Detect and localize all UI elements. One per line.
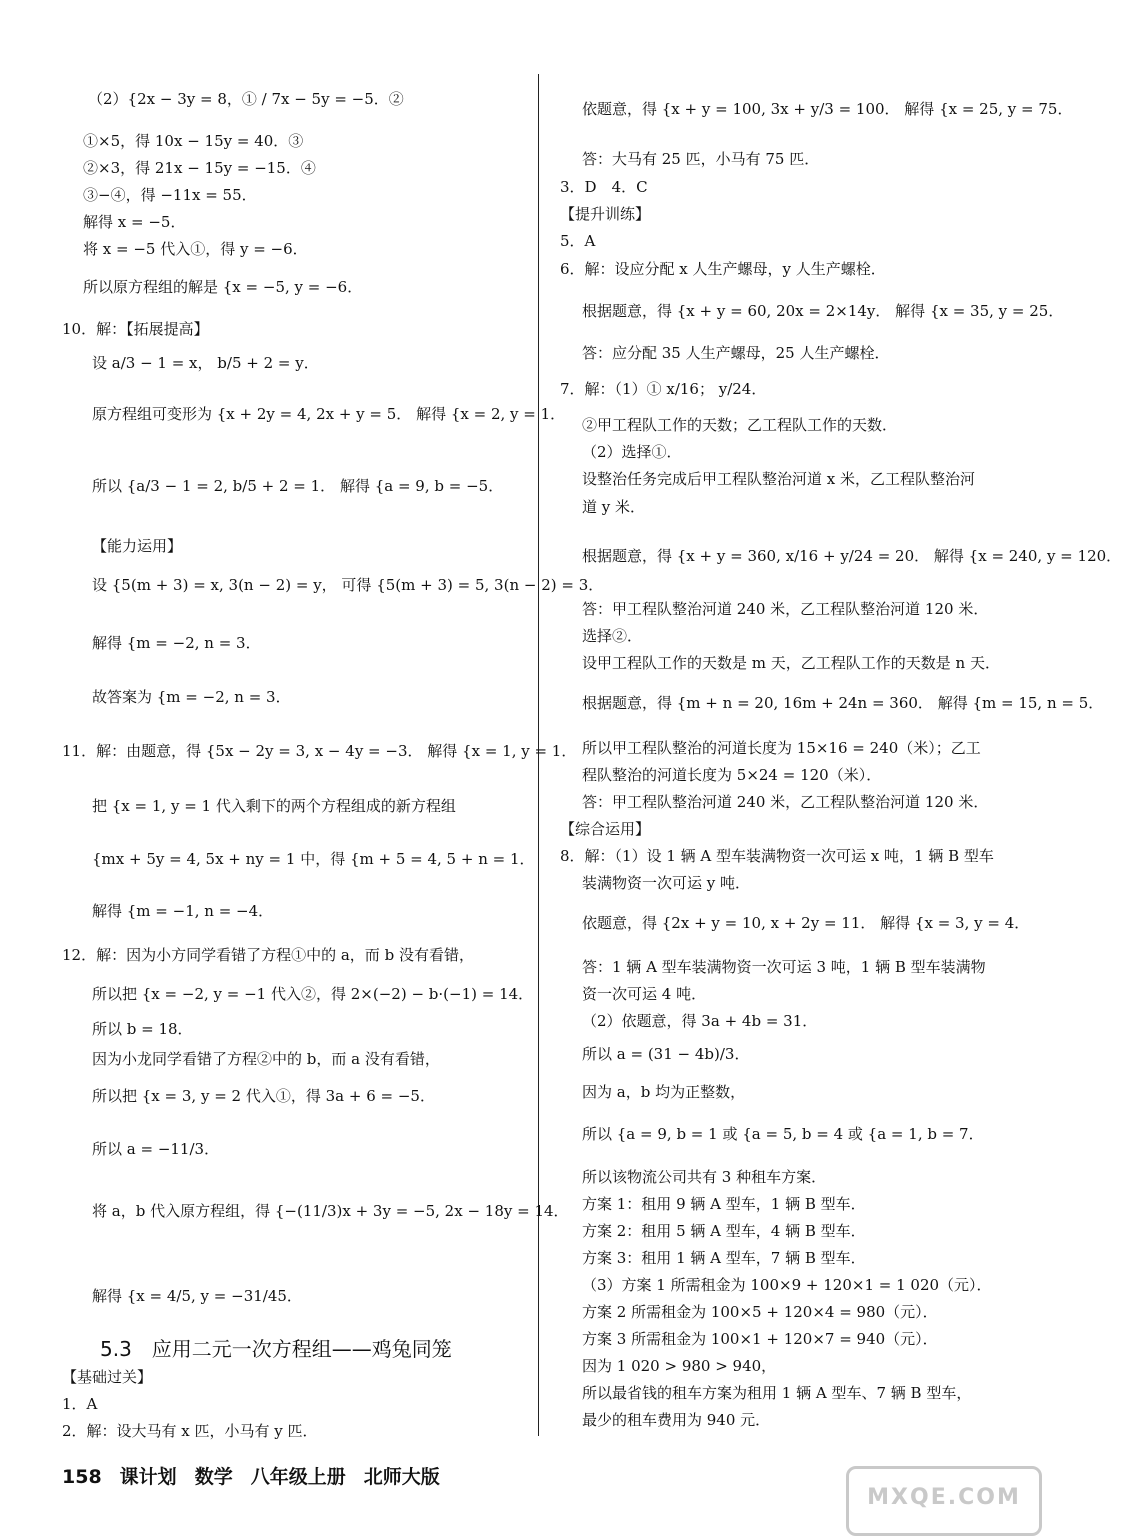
grade: 八年级上册 [250,1466,346,1488]
text-line: 7．解：（1）① x/16； y/24． [560,380,767,398]
text-line: 方案 3：租用 1 辆 A 型车，7 辆 B 型车． [582,1249,866,1267]
edition: 北师大版 [363,1466,440,1488]
text-line: 将 x = −5 代入①，得 y = −6． [83,240,308,258]
text-line: 依题意，得 {2x + y = 10, x + 2y = 11． 解得 {x = 3, y = 4． [582,914,1030,932]
text-line: 所以甲工程队整治的河道长度为 15×16 = 240（米）；乙工 [582,739,981,757]
subject: 数学 [194,1466,233,1488]
text-line: 所以原方程组的解是 {x = −5, y = −6． [83,278,363,296]
text-line: 根据题意，得 {m + n = 20, 16m + 24n = 360． 解得 {m = 15, n = 5． [582,694,1104,712]
text-line: 程队整治的河道长度为 5×24 = 120（米）． [582,766,882,784]
text-line: 8．解：（1）设 1 辆 A 型车装满物资一次可运 x 吨，1 辆 B 型车 [560,847,994,865]
text-line: 所以 b = 18． [92,1020,193,1038]
text-line: 设 a/3 − 1 = x， b/5 + 2 = y． [92,354,319,372]
text-line: ②×3，得 21x − 15y = −15．④ [83,159,316,177]
text-line: 根据题意，得 {x + y = 360, x/16 + y/24 = 20． 解得 {x = 240, y = 120． [582,547,1121,565]
text-line: 【提升训练】 [560,205,651,223]
text-line: 方案 2：租用 5 辆 A 型车，4 辆 B 型车． [582,1222,866,1240]
text-line: 资一次可运 4 吨． [582,985,707,1003]
text-line: 依题意，得 {x + y = 100, 3x + y/3 = 100． 解得 {x = 25, y = 75． [582,100,1073,118]
text-line: 【基础过关】 [62,1368,153,1386]
text-line: 答：1 辆 A 型车装满物资一次可运 3 吨，1 辆 B 型车装满物 [582,958,986,976]
text-line: 解得 {m = −1, n = −4． [92,902,274,920]
text-line: （2）{2x − 3y = 8，① / 7x − 5y = −5．② [88,90,404,108]
text-line: 所以该物流公司共有 3 种租车方案． [582,1168,827,1186]
text-line: 解得 x = −5． [83,213,186,231]
text-line: 2．解：设大马有 x 匹，小马有 y 匹． [62,1422,318,1440]
text-line: 根据题意，得 {x + y = 60, 20x = 2×14y． 解得 {x = 35, y = 25． [582,302,1064,320]
text-line: 设甲工程队工作的天数是 m 天，乙工程队工作的天数是 n 天． [582,654,1000,672]
text-line: ①×5，得 10x − 15y = 40．③ [83,132,304,150]
text-line: 11．解：由题意，得 {5x − 2y = 3, x − 4y = −3． 解得 {x = 1, y = 1． [62,742,577,760]
text-line: 答：大马有 25 匹，小马有 75 匹． [582,150,820,168]
text-line: 原方程组可变形为 {x + 2y = 4, 2x + y = 5． 解得 {x = 2, y = 1． [92,405,566,423]
text-line: 道 y 米． [582,498,646,516]
text-line: 所以把 {x = 3, y = 2 代入①，得 3a + 6 = −5． [92,1087,435,1105]
text-line: ③−④，得 −11x = 55． [83,186,257,204]
text-line: 设 {5(m + 3) = x, 3(n − 2) = y， 可得 {5(m + 3) = 5, 3(n − 2) = 3． [92,576,604,594]
text-line: 6．解：设应分配 x 人生产螺母，y 人生产螺栓． [560,260,886,278]
text-line: 方案 3 所需租金为 100×1 + 120×7 = 940（元）． [582,1330,938,1348]
text-line: 答：甲工程队整治河道 240 米，乙工程队整治河道 120 米． [582,793,989,811]
text-line: ②甲工程队工作的天数；乙工程队工作的天数． [582,416,898,434]
text-line: 所以把 {x = −2, y = −1 代入②，得 2×(−2) − b·(−1) = 14． [92,985,534,1003]
page-footer [62,1462,458,1489]
text-line: 设整治任务完成后甲工程队整治河道 x 米，乙工程队整治河 [582,470,975,488]
text-line: 解得 {x = 4/5, y = −31/45． [92,1287,302,1305]
text-line: （2）依题意，得 3a + 4b = 31． [582,1012,818,1030]
text-line: 所以 {a = 9, b = 1 或 {a = 5, b = 4 或 {a = 1, b = 7． [582,1125,984,1143]
text-line: 3．D 4．C [560,178,648,196]
text-line: 方案 1：租用 9 辆 A 型车，1 辆 B 型车． [582,1195,866,1213]
series-name: 课计划 [119,1466,177,1488]
text-line: 解得 {m = −2, n = 3． [92,634,261,652]
text-line: 方案 2 所需租金为 100×5 + 120×4 = 980（元）． [582,1303,938,1321]
text-line: 【能力运用】 [92,537,183,555]
text-line: 【综合运用】 [560,820,651,838]
text-line: 5．A [560,232,596,250]
section-title: 5.3 应用二元一次方程组——鸡兔同笼 [100,1337,452,1361]
text-line: 所以 a = (31 − 4b)/3． [582,1045,750,1063]
text-line: 最少的租车费用为 940 元． [582,1411,771,1429]
text-line: 故答案为 {m = −2, n = 3． [92,688,291,706]
text-line: 答：甲工程队整治河道 240 米，乙工程队整治河道 120 米． [582,600,989,618]
text-line: {mx + 5y = 4, 5x + ny = 1 中，得 {m + 5 = 4, 5 + n = 1． [92,850,535,868]
text-line: 所以 a = −11/3． [92,1140,220,1158]
text-line: 因为 a，b 均为正整数， [582,1083,746,1101]
text-line: 因为小龙同学看错了方程②中的 b，而 a 没有看错， [92,1050,440,1068]
text-line: 10．解：【拓展提高】 [62,320,209,338]
text-line: 因为 1 020 > 980 > 940， [582,1357,777,1375]
text-line: （3）方案 1 所需租金为 100×9 + 120×1 = 1 020（元）． [582,1276,992,1294]
page-number: 158 [62,1466,102,1488]
text-line: 答：应分配 35 人生产螺母，25 人生产螺栓． [582,344,890,362]
text-line: 所以 {a/3 − 1 = 2, b/5 + 2 = 1． 解得 {a = 9, b = −5． [92,477,504,495]
text-line: 12．解：因为小方同学看错了方程①中的 a，而 b 没有看错， [62,946,474,964]
text-line: （2）选择①． [582,443,682,461]
text-line: 将 a，b 代入原方程组，得 {−(11/3)x + 3y = −5, 2x − 18y = 14． [92,1202,569,1220]
text-line: 选择②． [582,627,643,645]
text-line: 把 {x = 1, y = 1 代入剩下的两个方程组成的新方程组 [92,797,456,815]
watermark-logo: MXQE.COM [846,1466,1042,1536]
text-line: 1．A [62,1395,98,1413]
text-line: 所以最省钱的租车方案为租用 1 辆 A 型车、7 辆 B 型车， [582,1384,972,1402]
text-line: 装满物资一次可运 y 吨． [582,874,751,892]
